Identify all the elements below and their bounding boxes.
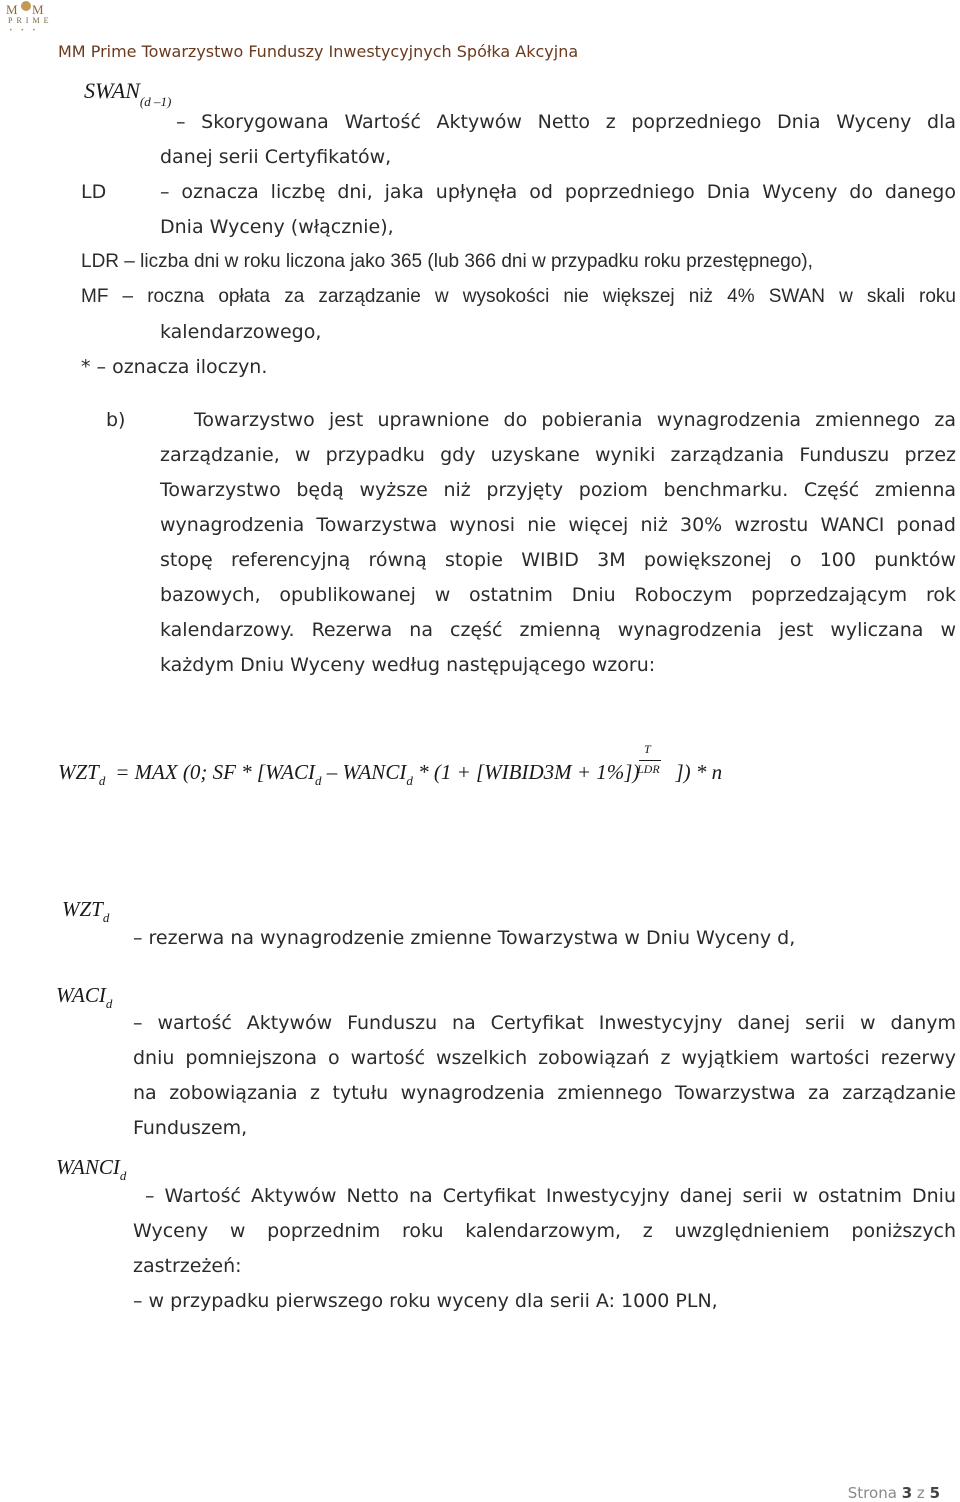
page-number: Strona 3 z 5 (847, 1484, 940, 1502)
ld-desc-line1: – oznacza liczbę dni, jaka upłynęła od poprzedniego Dnia Wyceny do danego (160, 181, 956, 203)
company-name: MM Prime Towarzystwo Funduszy Inwestycyjnych Spółka Akcyjna (58, 42, 579, 61)
formula-max: MAX (134, 760, 178, 784)
section-b-line: wynagrodzenia Towarzystwa wynosi nie więcej niż 30% wzrostu WANCI ponad (160, 514, 956, 536)
formula-part2: – WANCI (326, 760, 407, 784)
formula-sub1: d (314, 773, 322, 788)
wanci-symbol: $WANCI_d$ (56, 1155, 127, 1183)
formula-exp-den: LDR (637, 762, 660, 776)
formula-sub2: d (406, 773, 413, 788)
waci-desc-line: dniu pomniejszona o wartość wszelkich zobowiązań z wyjątkiem wartości rezerwy (133, 1047, 956, 1069)
formula-part3: * (1 + [WIBID3M + 1%]) (418, 760, 640, 784)
company-logo (2, 0, 53, 34)
ld-desc-line2: Dnia Wyceny (włącznie), (160, 216, 394, 238)
star-definition: * – oznacza iloczyn. (81, 356, 268, 378)
ld-label: LD (81, 181, 107, 203)
section-b-line: bazowych, opublikowanej w ostatnim Dniu Roboczym poprzedzającym rok (160, 584, 956, 606)
waci-desc-line: Funduszem, (133, 1117, 248, 1139)
logo-letter-right: M (32, 2, 44, 17)
swan-symbol: $SWAN_{(d -1)}$ (84, 78, 172, 109)
formula-part1: (0; SF * [WACI (182, 760, 315, 784)
waci-symbol: $WACI_d$ (56, 983, 113, 1011)
section-b-line: kalendarzowy. Rezerwa na część zmienną wynagrodzenia jest wyliczana w (160, 619, 956, 641)
waci-desc-line: – wartość Aktywów Funduszu na Certyfikat Inwestycyjny danej serii w danym (133, 1012, 956, 1034)
wanci-desc-line: Wyceny w poprzednim roku kalendarzowym, z uwzględnieniem poniższych (133, 1220, 956, 1242)
section-b-line: stopę referencyjną równą stopie WIBID 3M powiększonej o 100 punktów (160, 549, 956, 571)
logo-letter-left: M (6, 2, 18, 17)
ldr-definition: LDR – liczba dni w roku liczona jako 365 (lub 366 dni w przypadku roku przestępnego), (81, 251, 813, 272)
waci-desc-line: na zobowiązania z tytułu wynagrodzenia zmiennego Towarzystwa za zarządzanie (133, 1082, 956, 1104)
swan-desc-line2: danej serii Certyfikatów, (160, 146, 392, 168)
section-b-line: każdym Dniu Wyceny według następującego wzoru: (160, 654, 656, 676)
formula (58, 760, 723, 788)
wanci-desc-line: zastrzeżeń: (133, 1255, 242, 1277)
wzt-symbol: $WZT_d$ (62, 897, 110, 925)
formula-lhs: WZT (58, 760, 99, 784)
formula-fraction-bar (639, 760, 661, 761)
section-b-line: Towarzystwo jest uprawnione do pobierania wynagrodzenia zmiennego za (194, 409, 956, 431)
wanci-desc-line: – w przypadku pierwszego roku wyceny dla serii A: 1000 PLN, (133, 1290, 718, 1312)
wzt-desc: – rezerwa na wynagrodzenie zmienne Towarzystwa w Dniu Wyceny d, (133, 927, 796, 949)
section-b-line: Towarzystwo będą wyższe niż przyjęty poziom benchmarku. Część zmienna (160, 479, 956, 501)
section-b-line: zarządzanie, w przypadku gdy uzyskane wyniki zarządzania Funduszu przez (160, 444, 956, 466)
wanci-desc-line: – Wartość Aktywów Netto na Certyfikat Inwestycyjny danej serii w ostatnim Dniu (145, 1185, 956, 1207)
swan-desc-line1: – Skorygowana Wartość Aktywów Netto z poprzedniego Dnia Wyceny dla (176, 111, 956, 133)
mf-definition-line2: kalendarzowego, (160, 321, 322, 343)
logo-word: PRIME (8, 16, 53, 25)
mf-definition-line1: MF – roczna opłata za zarządzanie w wysokości nie większej niż 4% SWAN w skali roku (81, 286, 956, 307)
formula-lhs-sub: d (98, 773, 106, 788)
section-b-label: b) (106, 409, 126, 431)
logo-circle-icon (21, 1, 31, 11)
formula-part4: ]) * n (675, 760, 723, 784)
logo-dots-icon: ••• (9, 27, 44, 34)
formula-equals: = (116, 760, 129, 784)
formula-exp-num: T (644, 742, 651, 756)
